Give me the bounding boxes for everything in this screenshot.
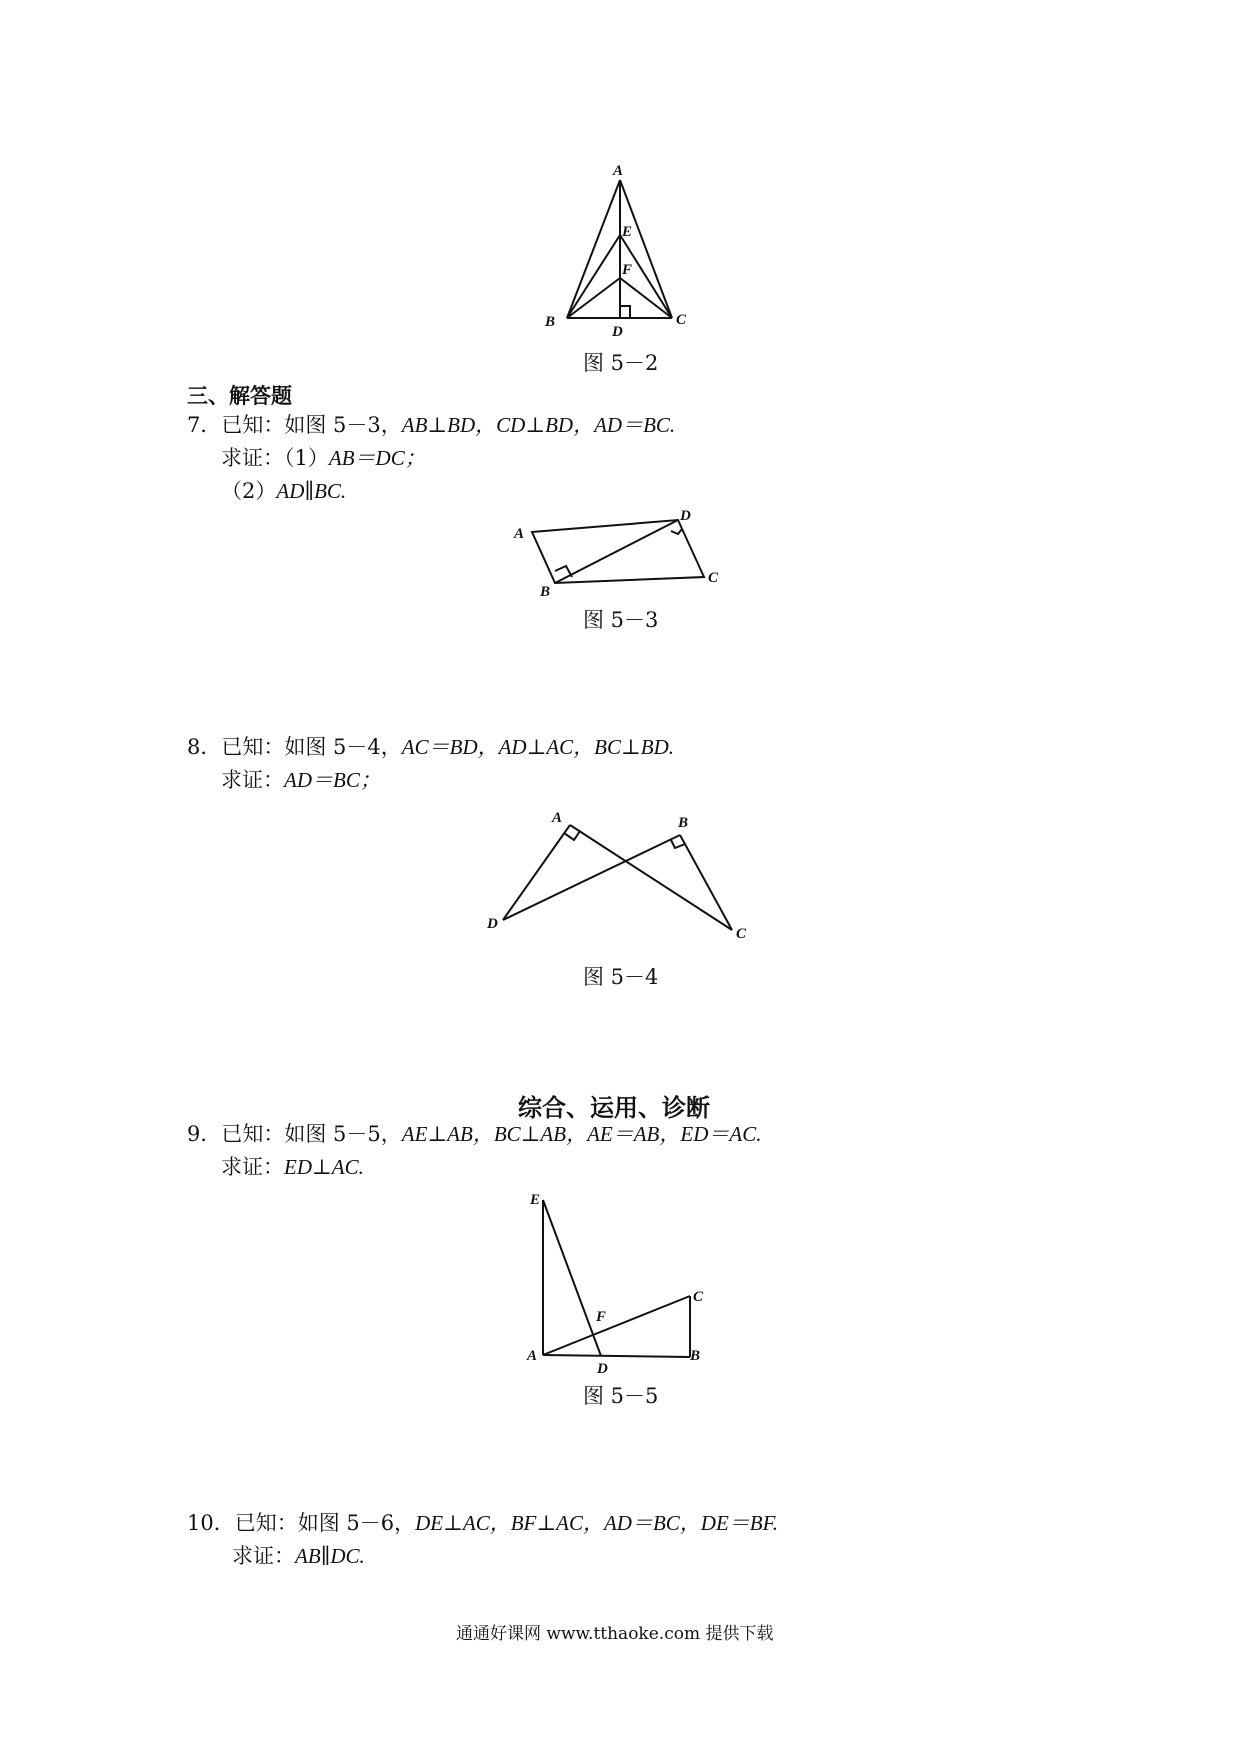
segment-AC [543, 1296, 690, 1355]
label-C: C [708, 570, 719, 586]
label-A: A [527, 1348, 538, 1364]
question-number: 7． [187, 413, 222, 437]
question-7-given: 7．已知：如图 5－3，AB⊥BD，CD⊥BD，AD＝BC. [187, 413, 676, 437]
label-B: B [545, 314, 556, 330]
label-C: C [736, 926, 747, 942]
question-number: 8． [187, 735, 222, 759]
question-9-given: 9．已知：如图 5－5，AE⊥AB，BC⊥AB，AE＝AB，ED＝AC. [187, 1122, 762, 1146]
label-D: D [487, 916, 498, 932]
footer-source: 通通好课网 www.tthaoke.com 提供下载 [456, 1624, 774, 1644]
question-10-given: 10．已知：如图 5－6，DE⊥AC，BF⊥AC，AD＝BC，DE＝BF. [187, 1511, 778, 1535]
figure-5-5-caption: 图 5－5 [583, 1384, 659, 1408]
label-B: B [690, 1348, 701, 1364]
label-C: C [676, 312, 687, 328]
label-A: A [514, 526, 525, 542]
question-number: 10． [187, 1511, 235, 1535]
segment-AB [543, 1355, 690, 1357]
question-number: 9． [187, 1122, 222, 1146]
label-F: F [596, 1309, 607, 1325]
section-heading-comprehensive: 综合、运用、诊断 [518, 1093, 710, 1122]
label-D: D [597, 1361, 608, 1377]
label-B: B [678, 815, 689, 831]
segment-ED [543, 1200, 601, 1356]
label-D: D [680, 508, 691, 524]
label-E: E [622, 224, 633, 240]
question-7-prove-2: （2）AD∥BC. [221, 479, 347, 503]
label-D: D [612, 324, 623, 340]
label-E: E [530, 1192, 541, 1208]
question-8-given: 8．已知：如图 5－4，AC＝BD，AD⊥AC，BC⊥BD. [187, 735, 675, 759]
figure-5-3-caption: 图 5－3 [583, 608, 659, 632]
label-A: A [552, 810, 563, 826]
question-10-prove: 求证：AB∥DC. [232, 1544, 365, 1568]
figure-5-2-caption: 图 5－2 [583, 351, 659, 375]
question-8-prove: 求证：AD＝BC； [221, 768, 381, 792]
label-C: C [693, 1289, 704, 1305]
label-F: F [622, 262, 633, 278]
label-B: B [540, 584, 551, 600]
label-A: A [613, 163, 624, 179]
section-heading-answers: 三、解答题 [187, 383, 292, 408]
figure-5-4-caption: 图 5－4 [583, 965, 659, 989]
question-7-prove-1: 求证：（1）AB＝DC； [221, 446, 426, 470]
question-9-prove: 求证：ED⊥AC. [221, 1155, 364, 1179]
